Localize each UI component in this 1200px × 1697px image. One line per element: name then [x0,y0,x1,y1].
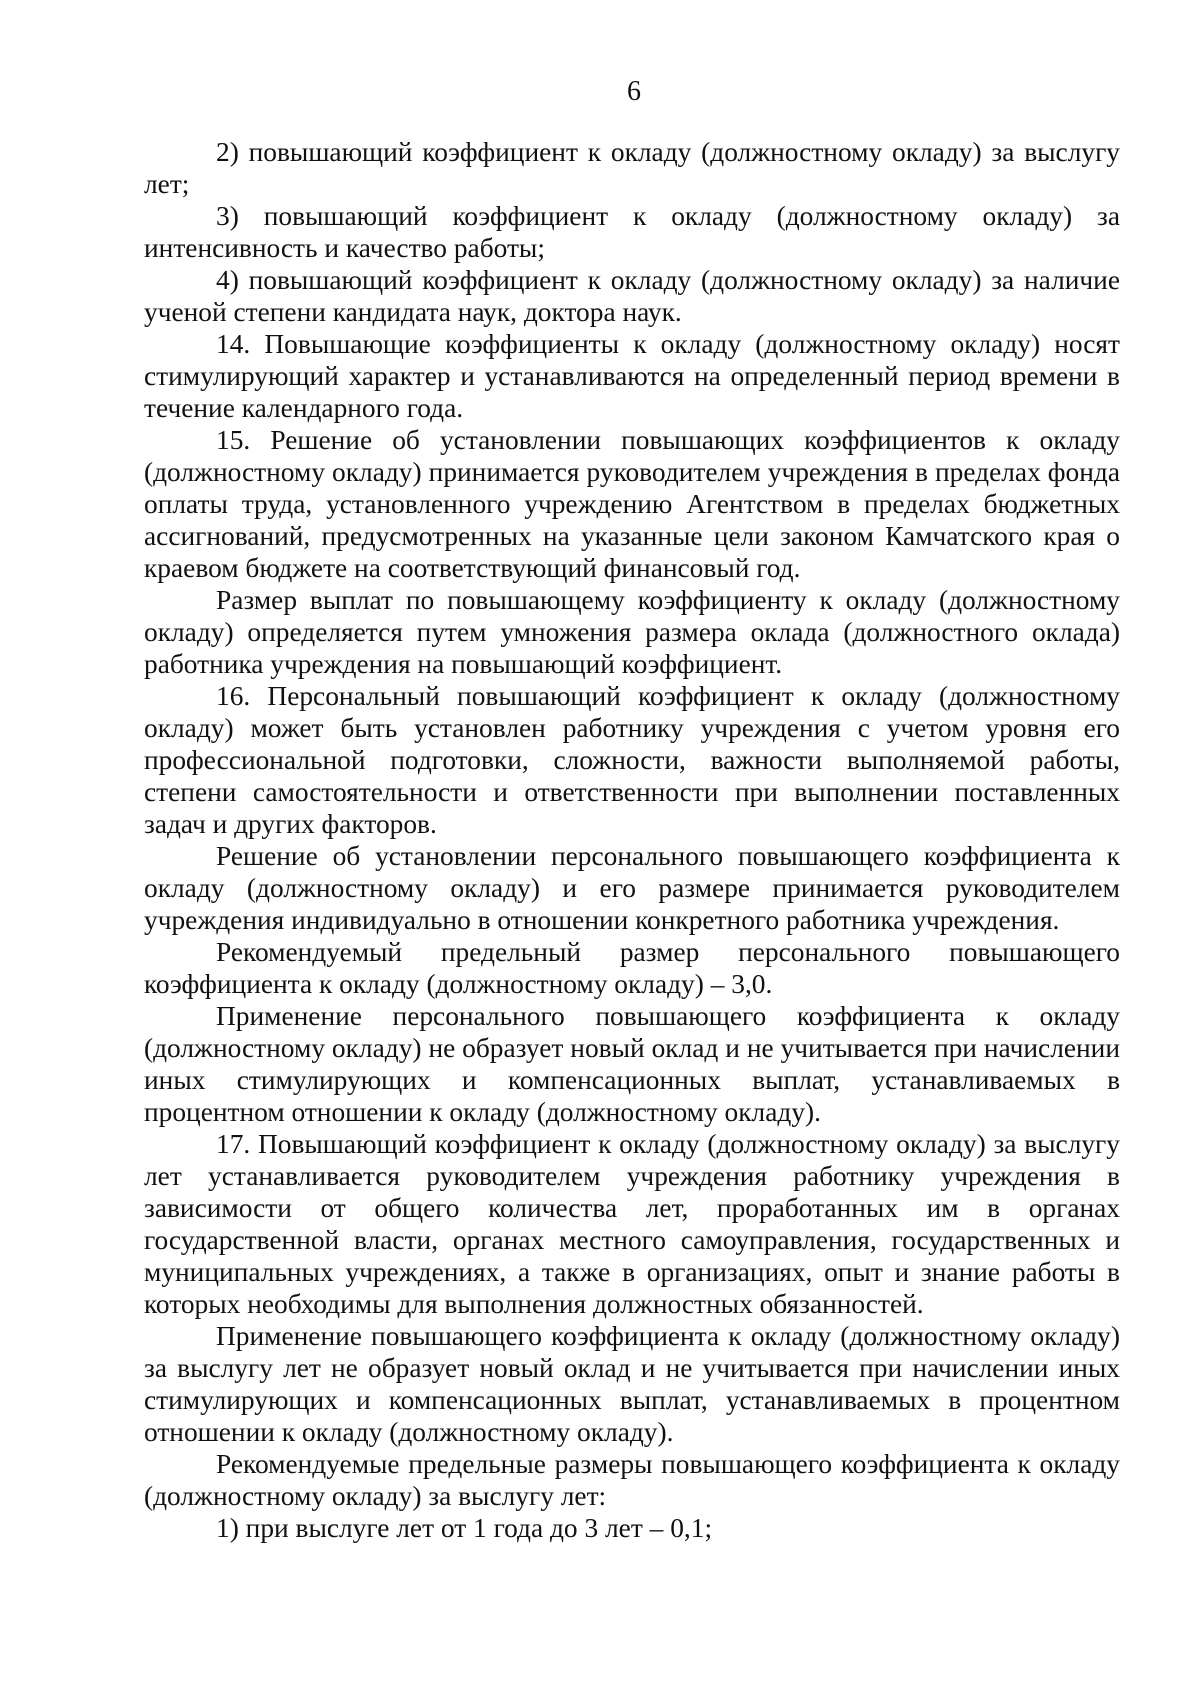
paragraph-service-coefficient-application: Применение повышающего коэффициента к окладу (должностному окладу) за выслугу лет не образует новый оклад и не учитывается при начислении иных стимулирующих и компенсационных выплат, устанавливаемых в процентном отношении к окладу (должностному окладу). [144,1321,1120,1447]
paragraph-clause-16: 16. Персональный повышающий коэффициент к окладу (должностному окладу) может быть установлен работнику учреждения с учетом уровня его профессиональной подготовки, сложности, важности выполняемой работы, степени самостоятельности и ответственности при выполнении поставленных задач и других факторов. [144,681,1120,839]
paragraph-clause-14: 14. Повышающие коэффициенты к окладу (должностному окладу) носят стимулирующий характер и устанавливаются на определенный период времени в течение календарного года. [144,329,1120,423]
paragraph-payment-size: Размер выплат по повышающему коэффициенту к окладу (должностному окладу) определяется путем умножения размера оклада (должностного оклада) работника учреждения на повышающий коэффициент. [144,585,1120,679]
paragraph-item-2-length-of-service: 2) повышающий коэффициент к окладу (должностному окладу) за выслугу лет; [144,137,1120,199]
paragraph-personal-coefficient-application: Применение персонального повышающего коэффициента к окладу (должностному окладу) не образует новый оклад и не учитывается при начислении иных стимулирующих и компенсационных выплат, устанавливаемых в процентном отношении к окладу (должностному окладу). [144,1001,1120,1127]
paragraph-item-3-intensity-quality: 3) повышающий коэффициент к окладу (должностному окладу) за интенсивность и качество работы; [144,201,1120,263]
paragraph-service-1-to-3-years: 1) при выслуге лет от 1 года до 3 лет – 0,1; [216,1513,713,1543]
paragraph-item-4-academic-degree: 4) повышающий коэффициент к окладу (должностному окладу) за наличие ученой степени кандидата наук, доктора наук. [144,265,1120,327]
paragraph-personal-coefficient-decision: Решение об установлении персонального повышающего коэффициента к окладу (должностному окладу) и его размере принимается руководителем учреждения индивидуально в отношении конкретного работника учреждения. [144,841,1120,935]
document-body [144,136,1120,1544]
paragraph-clause-17: 17. Повышающий коэффициент к окладу (должностному окладу) за выслугу лет устанавливается руководителем учреждения работнику учреждения в зависимости от общего количества лет, проработанных им в органах государственной власти, органах местного самоуправления, государственных и муниципальных учреждениях, а также в организациях, опыт и знание работы в которых необходимы для выполнения должностных обязанностей. [144,1129,1120,1319]
page-number: 6 [627,76,641,107]
paragraph-clause-15: 15. Решение об установлении повышающих коэффициентов к окладу (должностному окладу) принимается руководителем учреждения в пределах фонда оплаты труда, установленного учреждению Агентством в пределах бюджетных ассигнований, предусмотренных на указанные цели законом Камчатского края о краевом бюджете на соответствующий финансовый год. [144,425,1120,583]
paragraph-recommended-personal-limit: Рекомендуемый предельный размер персонального повышающего коэффициента к окладу (должностному окладу) – 3,0. [144,937,1120,999]
paragraph-recommended-service-limits: Рекомендуемые предельные размеры повышающего коэффициента к окладу (должностному окладу) за выслугу лет: [144,1449,1120,1511]
